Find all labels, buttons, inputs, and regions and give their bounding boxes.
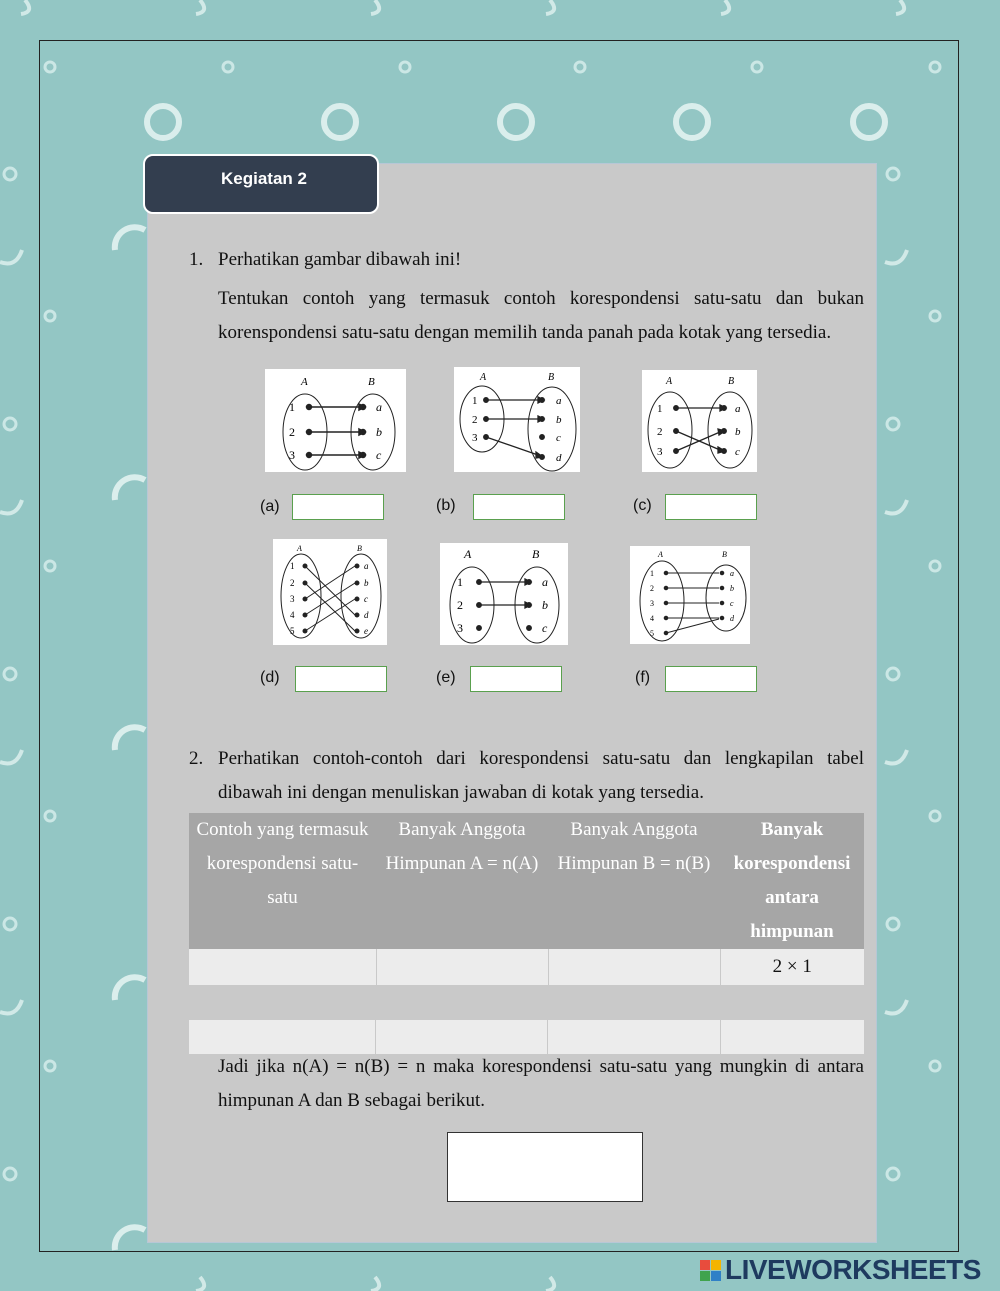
- header-n-b: Banyak Anggota Himpunan B = n(B): [548, 813, 720, 949]
- svg-text:3: 3: [457, 621, 463, 635]
- table-cell-input[interactable]: [189, 1020, 375, 1054]
- liveworksheets-logo: [700, 1256, 981, 1284]
- svg-text:b: b: [735, 426, 741, 438]
- question-1-instruction: Tentukan contoh yang termasuk contoh korespondensi satu-satu dan bukan korenspondensi satu-satu dengan memilih tanda panah pada kotak yang tersedia.: [218, 288, 864, 343]
- svg-text:c: c: [730, 599, 734, 608]
- svg-text:5: 5: [650, 629, 654, 638]
- table-row: [189, 949, 864, 985]
- option-d-label: (d): [260, 669, 280, 686]
- question-1-prompt: Perhatikan gambar dibawah ini!: [218, 249, 462, 270]
- svg-text:A: A: [666, 376, 673, 387]
- table-cell-input[interactable]: [547, 1020, 719, 1054]
- svg-text:B: B: [728, 376, 735, 387]
- svg-text:c: c: [556, 432, 561, 444]
- svg-text:a: a: [735, 403, 741, 415]
- table-cell-input[interactable]: [720, 1020, 864, 1054]
- question-2-instruction: Perhatikan contoh-contoh dari korespondensi satu-satu dan lengkapilan tabel dibawah ini dengan menuliskan jawaban di kotak yang tersedia.: [218, 748, 864, 803]
- svg-text:4: 4: [290, 610, 295, 620]
- svg-text:e: e: [364, 626, 368, 636]
- svg-text:c: c: [735, 446, 740, 458]
- svg-text:A: A: [297, 544, 302, 553]
- svg-text:d: d: [364, 610, 369, 620]
- section-title: [143, 154, 379, 214]
- svg-text:A: A: [658, 550, 663, 559]
- svg-text:3: 3: [650, 599, 654, 608]
- svg-text:B: B: [532, 547, 540, 561]
- logo-icon: [700, 1260, 721, 1281]
- question-1-number: 1.: [189, 249, 204, 270]
- table-cell-input[interactable]: [548, 949, 720, 985]
- table-cell-input[interactable]: [376, 949, 548, 985]
- svg-text:B: B: [368, 376, 375, 388]
- correspondence-table: [189, 813, 864, 985]
- diagram-a: [265, 369, 406, 472]
- svg-text:3: 3: [657, 446, 663, 458]
- svg-text:2: 2: [472, 414, 478, 426]
- svg-text:1: 1: [290, 561, 295, 571]
- mapping-diagram-b: [454, 367, 580, 472]
- table-cell-value: 2 × 1: [720, 949, 864, 985]
- diagram-f: [630, 546, 750, 644]
- svg-text:4: 4: [650, 614, 654, 623]
- svg-text:B: B: [357, 544, 362, 553]
- mapping-diagram-f: [630, 546, 750, 644]
- svg-text:b: b: [556, 414, 562, 426]
- final-answer-box[interactable]: [447, 1132, 643, 1202]
- svg-text:1: 1: [472, 395, 478, 407]
- svg-text:c: c: [364, 594, 368, 604]
- option-a-label: (a): [260, 498, 280, 515]
- svg-text:a: a: [364, 561, 369, 571]
- option-c-label: (c): [633, 497, 652, 514]
- svg-text:3: 3: [289, 448, 295, 462]
- svg-text:b: b: [364, 578, 369, 588]
- table-cell-input[interactable]: [375, 1020, 547, 1054]
- header-example: Contoh yang termasuk korespondensi satu-satu: [189, 813, 376, 949]
- svg-text:b: b: [730, 584, 734, 593]
- svg-text:c: c: [542, 621, 548, 635]
- svg-text:A: A: [301, 376, 308, 388]
- section-title-text: Kegiatan 2: [221, 169, 307, 188]
- mapping-diagram-c: [642, 370, 757, 472]
- answer-box-a[interactable]: [292, 494, 384, 520]
- svg-text:d: d: [730, 614, 734, 623]
- svg-text:1: 1: [289, 400, 295, 414]
- option-b-label: (b): [436, 497, 456, 514]
- svg-text:3: 3: [472, 432, 478, 444]
- table-header-row: [189, 813, 864, 949]
- diagram-b: [454, 367, 580, 472]
- answer-box-c[interactable]: [665, 494, 757, 520]
- answer-box-d[interactable]: [295, 666, 387, 692]
- svg-text:2: 2: [290, 578, 295, 588]
- svg-text:a: a: [556, 395, 562, 407]
- table-cell-input[interactable]: [189, 949, 376, 985]
- conclusion-text: Jadi jika n(A) = n(B) = n maka korespondensi satu-satu yang mungkin di antara himpunan A dan B sebagai berikut.: [218, 1056, 864, 1111]
- svg-text:3: 3: [290, 594, 295, 604]
- answer-box-b[interactable]: [473, 494, 565, 520]
- svg-text:a: a: [730, 569, 734, 578]
- svg-text:A: A: [464, 547, 472, 561]
- diagram-e: [440, 543, 568, 645]
- svg-text:c: c: [376, 448, 382, 462]
- svg-text:d: d: [556, 452, 562, 464]
- svg-text:a: a: [376, 400, 382, 414]
- svg-text:B: B: [722, 550, 727, 559]
- svg-text:2: 2: [650, 584, 654, 593]
- svg-text:a: a: [542, 575, 548, 589]
- answer-box-f[interactable]: [665, 666, 757, 692]
- svg-text:1: 1: [457, 575, 463, 589]
- svg-text:A: A: [480, 372, 487, 383]
- logo-text: LIVEWORKSHEETS: [725, 1254, 981, 1285]
- option-f-label: (f): [635, 669, 651, 686]
- question-2-number: 2.: [189, 748, 204, 769]
- svg-text:2: 2: [457, 598, 463, 612]
- mapping-diagram-a: [265, 369, 406, 472]
- svg-text:b: b: [542, 598, 548, 612]
- mapping-diagram-e: [440, 543, 568, 645]
- svg-text:2: 2: [289, 425, 295, 439]
- svg-text:1: 1: [657, 403, 663, 415]
- svg-text:B: B: [548, 372, 555, 383]
- table-row: [189, 1020, 864, 1054]
- diagram-d: [273, 539, 387, 645]
- option-e-label: (e): [436, 669, 456, 686]
- diagram-c: [642, 370, 757, 472]
- svg-text:1: 1: [650, 569, 654, 578]
- header-n-a: Banyak Anggota Himpunan A = n(A): [376, 813, 548, 949]
- svg-text:5: 5: [290, 626, 295, 636]
- mapping-diagram-d: [273, 539, 387, 645]
- header-count: Banyak korespondensi antara himpunan: [720, 813, 864, 949]
- svg-text:b: b: [376, 425, 382, 439]
- answer-box-e[interactable]: [470, 666, 562, 692]
- svg-text:2: 2: [657, 426, 663, 438]
